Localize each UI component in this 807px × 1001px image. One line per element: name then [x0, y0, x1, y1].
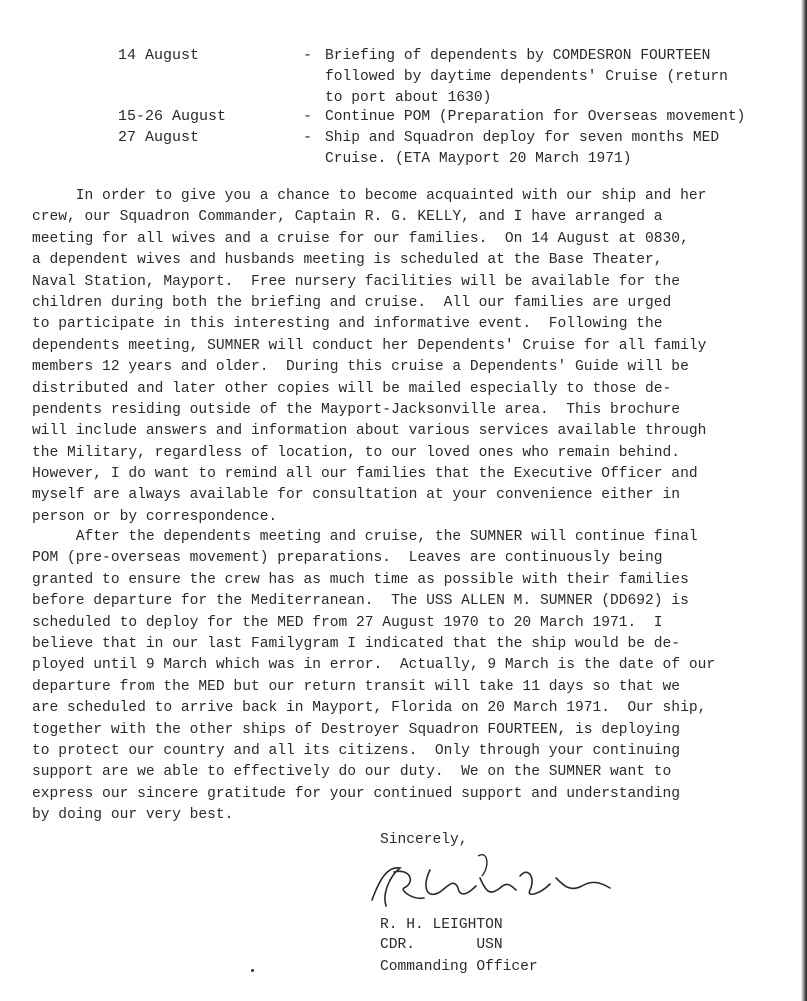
text-line: express our sincere gratitude for your continued support and understanding — [32, 785, 681, 802]
text-line: pendents residing outside of the Mayport-Jacksonville area. This brochure — [32, 401, 681, 418]
paragraph-1 — [32, 186, 804, 528]
paragraph-2 — [32, 527, 804, 826]
text-line: After the dependents meeting and cruise, the SUMNER will continue final — [32, 529, 698, 545]
text-line: a dependent wives and husbands meeting is scheduled at the Base Theater, — [32, 252, 663, 269]
schedule-dash: - — [303, 108, 313, 125]
text-line: scheduled to deploy for the MED from 27 August 1970 to 20 March 1971. I — [32, 614, 663, 631]
text-line: departure from the MED but our return transit will take 11 days so that we — [32, 678, 681, 695]
text-line: children during both the briefing and cruise. All our families are urged — [32, 294, 672, 311]
schedule-date: 15-26 August — [118, 108, 227, 125]
schedule-text: Cruise. (ETA Mayport 20 March 1971) — [325, 151, 632, 167]
signer-rank: CDR. USN — [380, 937, 503, 953]
handwritten-signature — [360, 848, 630, 918]
schedule-date: 27 August — [118, 129, 200, 146]
text-line: dependents meeting, SUMNER will conduct her Dependents' Cruise for all family — [32, 337, 707, 354]
text-line: by doing our very best. — [32, 807, 234, 824]
schedule-text: Ship and Squadron deploy for seven months MED — [325, 130, 720, 146]
text-line: crew, our Squadron Commander, Captain R. G. KELLY, and I have arranged a — [32, 209, 663, 226]
text-line: granted to ensure the crew has as much time as possible with their families — [32, 571, 689, 588]
schedule-text: followed by daytime dependents' Cruise (return — [325, 69, 728, 85]
text-line: myself are always available for consultation at your convenience either in — [32, 487, 681, 504]
schedule-text: Continue POM (Preparation for Overseas movement) — [325, 109, 746, 125]
text-line: are scheduled to arrive back in Mayport, Florida on 20 March 1971. Our ship, — [32, 700, 707, 717]
text-line: However, I do want to remind all our families that the Executive Officer and — [32, 466, 698, 483]
text-line: before departure for the Mediterranean. The USS ALLEN M. SUMNER (DD692) is — [32, 593, 689, 610]
scan-edge-shadow — [801, 0, 807, 1001]
schedule-dash: - — [303, 47, 313, 64]
text-line: will include answers and information about various services available through — [32, 423, 707, 440]
text-line: the Military, regardless of location, to our loved ones who remain behind. — [32, 444, 681, 461]
stray-mark — [251, 969, 254, 972]
text-line: to protect our country and all its citizens. Only through your continuing — [32, 742, 681, 759]
text-line: believe that in our last Familygram I indicated that the ship would be de- — [32, 635, 681, 652]
text-line: meeting for all wives and a cruise for our families. On 14 August at 0830, — [32, 230, 689, 247]
text-line: support are we able to effectively do our duty. We on the SUMNER want to — [32, 764, 672, 781]
text-line: ployed until 9 March which was in error. Actually, 9 March is the date of our — [32, 657, 716, 674]
schedule-text: Briefing of dependents by COMDESRON FOURTEEN — [325, 48, 711, 64]
text-line: distributed and later other copies will be mailed especially to those de- — [32, 380, 672, 397]
text-line: POM (pre-overseas movement) preparations. Leaves are continuously being — [32, 550, 663, 567]
text-line: together with the other ships of Destroyer Squadron FOURTEEN, is deploying — [32, 721, 681, 738]
text-line: Naval Station, Mayport. Free nursery facilities will be available for the — [32, 273, 681, 290]
signer-name: R. H. LEIGHTON — [380, 917, 503, 933]
text-line: person or by correspondence. — [32, 508, 278, 525]
text-line: to participate in this interesting and informative event. Following the — [32, 316, 663, 333]
schedule-date: 14 August — [118, 47, 200, 64]
closing-salutation: Sincerely, — [380, 832, 468, 848]
signer-title: Commanding Officer — [380, 959, 538, 975]
schedule-text: to port about 1630) — [325, 90, 492, 106]
text-line: In order to give you a chance to become acquainted with our ship and her — [32, 188, 707, 204]
text-line: members 12 years and older. During this cruise a Dependents' Guide will be — [32, 359, 689, 376]
schedule-dash: - — [303, 129, 313, 146]
